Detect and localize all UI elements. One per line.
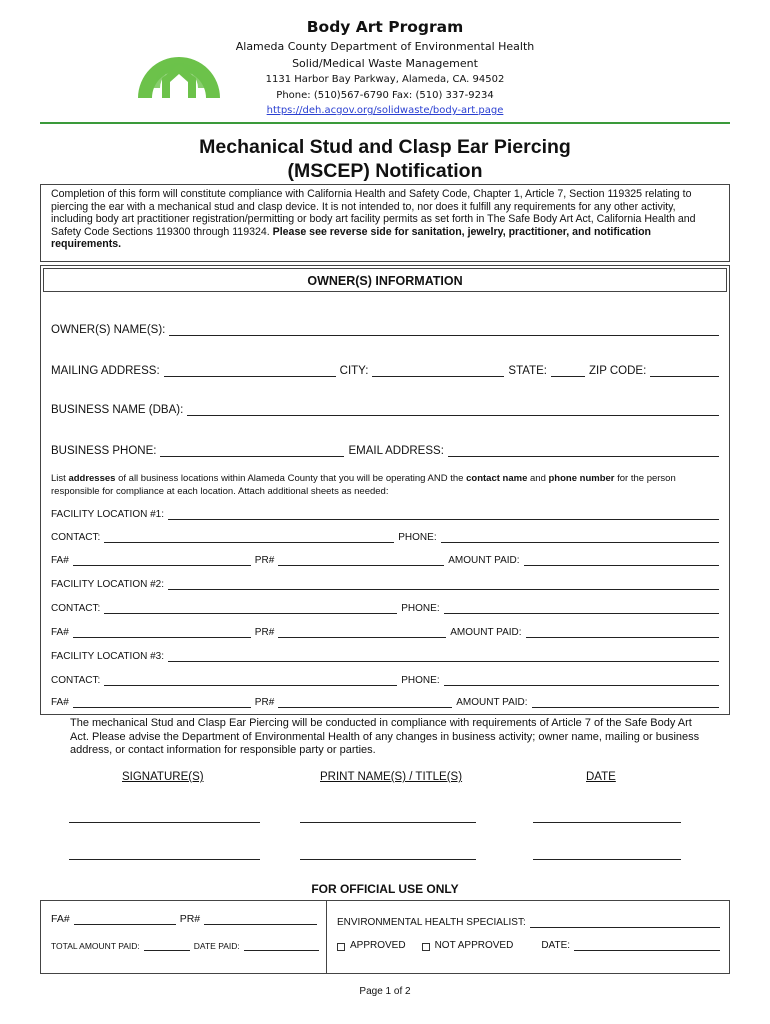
phone-label: PHONE: bbox=[401, 675, 440, 686]
signature-heading: SIGNATURE(S) bbox=[122, 771, 204, 783]
owner-section-heading: OWNER(S) INFORMATION bbox=[43, 268, 727, 292]
header-divider bbox=[40, 122, 730, 124]
date-heading: DATE bbox=[586, 771, 616, 783]
form-title bbox=[0, 135, 770, 183]
letterhead bbox=[0, 16, 770, 118]
contact-label: CONTACT: bbox=[51, 603, 101, 614]
contact-label: CONTACT: bbox=[51, 675, 101, 686]
division-name: Solid/Medical Waste Management bbox=[292, 57, 478, 70]
date-line-2[interactable] bbox=[533, 859, 681, 860]
official-pr-field[interactable] bbox=[204, 913, 317, 925]
date-line-1[interactable] bbox=[533, 822, 681, 823]
business-phone-field[interactable] bbox=[160, 445, 344, 457]
note-part: List bbox=[51, 473, 69, 484]
zip-field[interactable] bbox=[650, 365, 719, 377]
city-label: CITY: bbox=[339, 365, 369, 377]
department-name: Alameda County Department of Environmental Health bbox=[235, 40, 535, 53]
print-name-heading: PRINT NAME(S) / TITLE(S) bbox=[320, 771, 463, 783]
address: 1131 Harbor Bay Parkway, Alameda, CA. 94502 bbox=[265, 74, 505, 85]
intro-text: Completion of this form will constitute compliance with California Health and Safety Code, Chapter 1, Article 7, Section 119325 relating to piercing the ear with a mechanical stud and clasp device. It is not intended to, nor does it fulfill any requirements for any other activity, including body art practitioner registration/permitting or body art facility permits as set forth in The Safe Body Art Act, California Health and Safety Code Sections 119300 through 119324. bbox=[51, 188, 696, 238]
business-name-row bbox=[51, 404, 719, 416]
page-number: Page 1 of 2 bbox=[359, 986, 411, 997]
note-bold: addresses bbox=[68, 473, 116, 484]
official-fa-label: FA# bbox=[51, 913, 70, 925]
contact-3-row bbox=[51, 674, 719, 686]
specialist-label: ENVIRONMENTAL HEALTH SPECIALIST: bbox=[337, 917, 526, 928]
specialist-field[interactable] bbox=[530, 916, 720, 928]
amount-paid-label: AMOUNT PAID: bbox=[450, 627, 522, 638]
zip-label: ZIP CODE: bbox=[588, 365, 647, 377]
pr-field[interactable] bbox=[278, 626, 446, 638]
contact-1-row bbox=[51, 531, 719, 543]
pr-label: PR# bbox=[254, 627, 275, 638]
contact-2-row bbox=[51, 602, 719, 614]
facility-location-field[interactable] bbox=[168, 508, 719, 520]
facility-location-1-row bbox=[51, 508, 719, 520]
facility-location-field[interactable] bbox=[168, 578, 719, 590]
fa-label: FA# bbox=[51, 697, 69, 708]
official-divider bbox=[326, 901, 327, 973]
amount-paid-label: AMOUNT PAID: bbox=[456, 697, 528, 708]
form-title-line2: (MSCEP) Notification bbox=[287, 160, 483, 182]
note-bold: phone number bbox=[548, 473, 615, 484]
fees-2-row bbox=[51, 626, 719, 638]
amount-paid-field[interactable] bbox=[532, 696, 719, 708]
phone-field[interactable] bbox=[441, 531, 719, 543]
fa-field[interactable] bbox=[73, 554, 251, 566]
facility-location-field[interactable] bbox=[168, 650, 719, 662]
facility-location-label: FACILITY LOCATION #2: bbox=[51, 579, 164, 590]
locations-instruction bbox=[51, 473, 719, 498]
mailing-address-field[interactable] bbox=[164, 365, 336, 377]
total-paid-label: TOTAL AMOUNT PAID: bbox=[51, 941, 140, 951]
pr-field[interactable] bbox=[278, 554, 444, 566]
phone-fax: Phone: (510)567-6790 Fax: (510) 337-9234 bbox=[276, 90, 494, 101]
business-phone-label: BUSINESS PHONE: bbox=[51, 445, 157, 457]
note-bold: contact name bbox=[466, 473, 528, 484]
approved-checkbox[interactable] bbox=[337, 943, 345, 951]
facility-location-2-row bbox=[51, 578, 719, 590]
business-name-field[interactable] bbox=[187, 404, 719, 416]
approval-row bbox=[337, 939, 720, 951]
not-approved-label: NOT APPROVED bbox=[434, 940, 514, 951]
amount-paid-field[interactable] bbox=[524, 554, 719, 566]
facility-location-3-row bbox=[51, 650, 719, 662]
amount-paid-field[interactable] bbox=[526, 626, 719, 638]
fa-label: FA# bbox=[51, 627, 69, 638]
phone-label: PHONE: bbox=[398, 532, 437, 543]
business-phone-row bbox=[51, 445, 719, 457]
city-field[interactable] bbox=[372, 365, 504, 377]
state-label: STATE: bbox=[508, 365, 547, 377]
official-use-box bbox=[40, 900, 730, 974]
pr-field[interactable] bbox=[278, 696, 452, 708]
owner-names-label: OWNER(S) NAME(S): bbox=[51, 324, 166, 336]
email-field[interactable] bbox=[448, 445, 719, 457]
official-paid-row bbox=[51, 939, 319, 951]
amount-paid-label: AMOUNT PAID: bbox=[448, 555, 520, 566]
fa-field[interactable] bbox=[73, 626, 251, 638]
date-paid-label: DATE PAID: bbox=[193, 941, 240, 951]
official-fa-pr-row bbox=[51, 913, 317, 925]
intro-box bbox=[40, 184, 730, 262]
website-link[interactable]: https://deh.acgov.org/solidwaste/body-art.page bbox=[266, 105, 504, 116]
state-field[interactable] bbox=[551, 365, 585, 377]
mailing-row bbox=[51, 365, 719, 377]
print-name-line-1[interactable] bbox=[300, 822, 476, 823]
total-paid-field[interactable] bbox=[144, 939, 190, 951]
official-date-field[interactable] bbox=[574, 939, 720, 951]
mailing-address-label: MAILING ADDRESS: bbox=[51, 365, 160, 377]
owner-names-field[interactable] bbox=[169, 324, 719, 336]
pr-label: PR# bbox=[254, 697, 275, 708]
contact-field[interactable] bbox=[104, 602, 397, 614]
email-label: EMAIL ADDRESS: bbox=[348, 445, 444, 457]
facility-location-label: FACILITY LOCATION #1: bbox=[51, 509, 164, 520]
signature-line-1[interactable] bbox=[69, 822, 260, 823]
phone-field[interactable] bbox=[444, 602, 719, 614]
official-fa-field[interactable] bbox=[74, 913, 176, 925]
phone-label: PHONE: bbox=[401, 603, 440, 614]
official-date-label: DATE: bbox=[541, 940, 571, 951]
signature-line-2[interactable] bbox=[69, 859, 260, 860]
note-part: and bbox=[527, 473, 549, 484]
fees-1-row bbox=[51, 554, 719, 566]
not-approved-checkbox[interactable] bbox=[422, 943, 430, 951]
contact-field[interactable] bbox=[104, 674, 397, 686]
owner-names-row bbox=[51, 324, 719, 336]
official-pr-label: PR# bbox=[179, 913, 201, 925]
pr-label: PR# bbox=[254, 555, 275, 566]
business-name-label: BUSINESS NAME (DBA): bbox=[51, 404, 184, 416]
date-paid-field[interactable] bbox=[244, 939, 319, 951]
phone-field[interactable] bbox=[444, 674, 719, 686]
fa-field[interactable] bbox=[73, 696, 251, 708]
program-title: Body Art Program bbox=[306, 18, 464, 36]
compliance-statement: The mechanical Stud and Clasp Ear Piercing will be conducted in compliance with requirements of Article 7 of the Safe Body Art Act. Please advise the Department of Environmental Health of any changes in business activity; owner name, mailing or business address, or contact information for responsible party or parties. bbox=[70, 717, 700, 756]
contact-label: CONTACT: bbox=[51, 532, 101, 543]
fees-3-row bbox=[51, 696, 719, 708]
fa-label: FA# bbox=[51, 555, 69, 566]
intro-bold: Please see reverse side for sanitation, jewelry, practitioner, and notification requirements. bbox=[51, 225, 652, 251]
print-name-line-2[interactable] bbox=[300, 859, 476, 860]
note-part: for the person responsible for compliance at each location. Attach additional sheets as needed: bbox=[51, 473, 676, 497]
contact-field[interactable] bbox=[104, 531, 394, 543]
official-use-heading: FOR OFFICIAL USE ONLY bbox=[311, 882, 459, 896]
note-part: of all business locations within Alameda County that you will be operating AND the bbox=[115, 473, 467, 484]
facility-location-label: FACILITY LOCATION #3: bbox=[51, 651, 164, 662]
form-title-line1: Mechanical Stud and Clasp Ear Piercing bbox=[199, 136, 571, 158]
specialist-row bbox=[337, 916, 720, 928]
owner-information-section bbox=[40, 265, 730, 715]
approved-label: APPROVED bbox=[350, 940, 406, 951]
